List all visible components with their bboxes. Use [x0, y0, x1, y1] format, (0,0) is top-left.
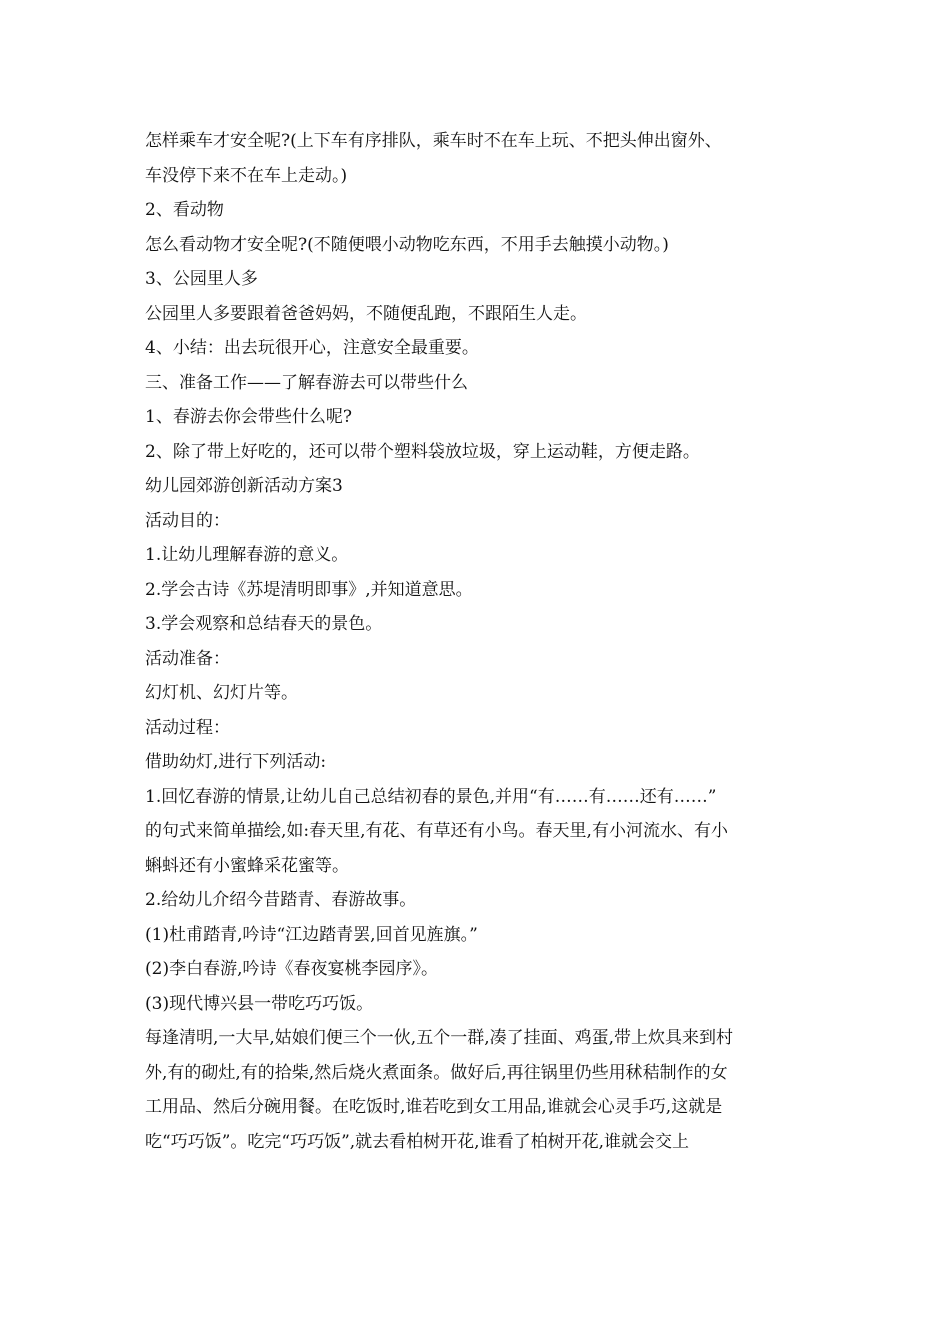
text-line: 怎么看动物才安全呢?(不随便喂小动物吃东西，不用手去触摸小动物。) — [145, 234, 669, 255]
list-item: (2)李白春游,吟诗《春夜宴桃李园序》。 — [145, 959, 438, 979]
section-heading: 三、准备工作——了解春游去可以带些什么 — [145, 372, 468, 393]
section-heading: 3、公园里人多 — [145, 269, 258, 289]
list-item: 1.回忆春游的情景,让幼儿自己总结初春的景色,并用“有……有……还有……” — [145, 786, 717, 807]
section-heading: 活动过程： — [145, 717, 230, 738]
text-line: 蝌蚪还有小蜜蜂采花蜜等。 — [145, 855, 349, 876]
list-item: 1.让幼儿理解春游的意义。 — [145, 545, 349, 565]
section-heading: 活动准备： — [145, 648, 230, 669]
list-item: (1)杜甫踏青,吟诗“江边踏青罢,回首见旌旗。” — [145, 924, 478, 945]
text-line: 外,有的砌灶,有的拾柴,然后烧火煮面条。做好后,再往锅里仍些用秫秸制作的女 — [145, 1062, 728, 1083]
text-line: 1、春游去你会带些什么呢? — [145, 407, 352, 427]
text-line: 每逢清明,一大早,姑娘们便三个一伙,五个一群,凑了挂面、鸡蛋,带上炊具来到村 — [145, 1028, 734, 1048]
text-line: 幻灯机、幻灯片等。 — [145, 683, 298, 703]
text-line: 借助幼灯,进行下列活动: — [145, 752, 327, 772]
document-body — [145, 124, 810, 1159]
text-line: 怎样乘车才安全呢?(上下车有序排队，乘车时不在车上玩、不把头伸出窗外、 — [145, 131, 722, 151]
list-item: (3)现代博兴县一带吃巧巧饭。 — [145, 993, 374, 1014]
text-line: 的句式来简单描绘,如:春天里,有花、有草还有小鸟。春天里,有小河流水、有小 — [145, 821, 728, 841]
section-heading: 2、看动物 — [145, 200, 224, 220]
text-line: 工用品、然后分碗用餐。在吃饭时,谁若吃到女工用品,谁就会心灵手巧,这就是 — [145, 1097, 723, 1117]
text-line: 2、除了带上好吃的，还可以带个塑料袋放垃圾，穿上运动鞋，方便走路。 — [145, 441, 700, 462]
text-line: 公园里人多要跟着爸爸妈妈，不随便乱跑，不跟陌生人走。 — [145, 303, 587, 324]
document-title: 幼儿园郊游创新活动方案3 — [145, 476, 343, 496]
text-line: 吃“巧巧饭”。吃完“巧巧饭”,就去看柏树开花,谁看了柏树开花,谁就会交上 — [145, 1131, 689, 1152]
section-heading: 活动目的： — [145, 510, 230, 531]
list-item: 3.学会观察和总结春天的景色。 — [145, 614, 383, 634]
text-line: 车没停下来不在车上走动。) — [145, 165, 348, 186]
list-item: 2.学会古诗《苏堤清明即事》,并知道意思。 — [145, 579, 473, 600]
text-line: 4、小结：出去玩很开心，注意安全最重要。 — [145, 338, 479, 358]
list-item: 2.给幼儿介绍今昔踏青、春游故事。 — [145, 890, 417, 910]
